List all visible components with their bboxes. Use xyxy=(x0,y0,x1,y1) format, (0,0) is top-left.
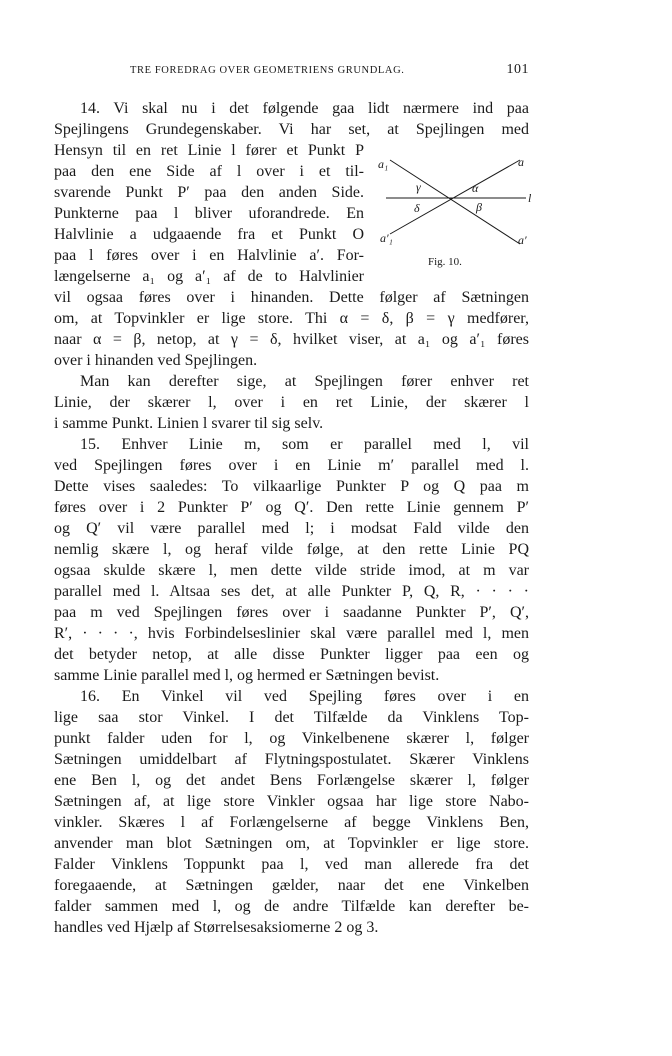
text-line: Falder Vinklens Toppunkt paa l, ved man allerede fra det xyxy=(54,856,529,873)
label-gamma: γ xyxy=(416,180,421,194)
running-header xyxy=(54,62,529,82)
text-line: vil ogsaa føres over i hinanden. Dette følger af Sætningen xyxy=(54,289,529,306)
text-line: 14. Vi skal nu i det følgende gaa lidt nærmere ind paa xyxy=(80,100,529,117)
text-line: handles ved Hjælp af Størrelsesaksiomerne 2 og 3. xyxy=(54,919,379,936)
text-line: Punkterne paa l bliver uforandrede. En xyxy=(54,205,364,222)
running-title: TRE FOREDRAG OVER GEOMETRIENS GRUNDLAG. xyxy=(130,65,405,76)
figure-10 xyxy=(372,148,542,273)
text-line: Halvlinie a udgaaende fra et Punkt O xyxy=(54,226,364,243)
text-line: Sætningen af, at lige store Vinkler ogsaa har lige store Nabo- xyxy=(54,793,529,810)
text-line: føres over i 2 Punkter P′ og Q′. Den rette Linie gennem P′ xyxy=(54,499,529,516)
text-line: paa den ene Side af l over i et til- xyxy=(54,163,364,180)
text-line: ogsaa skulde skære l, men dette vilde stride imod, at m var xyxy=(54,562,529,579)
text-line: og Q′ vil være parallel med l; i modsat Fald vilde den xyxy=(54,520,529,537)
text-line: Sætningen umiddelbart af Flytningspostulatet. Skærer Vinklens xyxy=(54,751,529,768)
label-alpha: α xyxy=(472,181,479,195)
label-a1-prime: a′₁ xyxy=(380,231,393,245)
text-line: naar α = β, netop, at γ = δ, hvilket viser, at a₁ og a′₁ føres xyxy=(54,331,529,348)
text-line: R′, · · · ·, hvis Forbindelseslinier skal være parallel med l, men xyxy=(54,625,529,642)
text-line: falder sammen med l, og de andre Tilfælde kan derefter be- xyxy=(54,898,529,915)
line-a-a1prime xyxy=(390,160,520,234)
text-line: om, at Topvinkler er lige store. Thi α = δ, β = γ medfører, xyxy=(54,310,529,327)
text-line: Hensyn til en ret Linie l fører et Punkt P xyxy=(54,142,364,159)
label-a-prime: a′ xyxy=(518,233,527,247)
figure-caption: Fig. 10. xyxy=(428,256,462,268)
label-a1: a₁ xyxy=(378,157,389,171)
text-line: det betyder netop, at alle disse Punkter ligger paa een og xyxy=(54,646,529,663)
text-line: 15. Enhver Linie m, som er parallel med l, vil xyxy=(80,436,529,453)
text-line: svarende Punkt P′ paa den anden Side. xyxy=(54,184,364,201)
text-line: over i hinanden ved Spejlingen. xyxy=(54,352,258,369)
text-line: i samme Punkt. Linien l svarer til sig selv. xyxy=(54,415,324,432)
text-line: nemlig skære l, og heraf vilde følge, at den rette Linie PQ xyxy=(54,541,529,558)
text-line: paa m ved Spejlingen føres over i saadanne Punkter P′, Q′, xyxy=(54,604,529,621)
line-a1-aprime xyxy=(390,160,520,244)
text-line: vinkler. Skæres l af Forlængelserne af begge Vinklens Ben, xyxy=(54,814,529,831)
label-delta: δ xyxy=(414,201,420,215)
text-line: punkt falder uden for l, og Vinkelbenene skærer l, følger xyxy=(54,730,529,747)
text-line: Dette vises saaledes: To vilkaarlige Punkter P og Q paa m xyxy=(54,478,529,495)
text-line: Man kan derefter sige, at Spejlingen fører enhver ret xyxy=(80,373,529,390)
text-line: ved Spejlingen føres over i en Linie m′ parallel med l. xyxy=(54,457,529,474)
text-line: Linie, der skærer l, over i en ret Linie, der skærer l xyxy=(54,394,529,411)
text-line: 16. En Vinkel vil ved Spejling føres over i en xyxy=(80,688,529,705)
text-line: ene Ben l, og det andet Bens Forlængelse skærer l, følger xyxy=(54,772,529,789)
text-line: lige saa stor Vinkel. I det Tilfælde da Vinklens Top- xyxy=(54,709,529,726)
text-line: anvender man blot Sætningen om, at Topvinkler er lige store. xyxy=(54,835,529,852)
text-line: paa l føres over i en Halvlinie a′. For- xyxy=(54,247,364,264)
text-line: parallel med l. Altsaa ses det, at alle Punkter P, Q, R, · · · · xyxy=(54,583,529,600)
text-line: samme Linie parallel med l, og hermed er Sætningen bevist. xyxy=(54,667,440,684)
figure-10-diagram xyxy=(372,148,542,273)
label-l: l xyxy=(528,191,532,205)
page-number: 101 xyxy=(506,62,529,77)
text-line: længelserne a₁ og a′₁ af de to Halvlinier xyxy=(54,268,364,285)
label-a: a xyxy=(518,155,524,169)
text-line: foregaaende, at Sætningen gælder, naar det ene Vinkelben xyxy=(54,877,529,894)
label-beta: β xyxy=(476,200,482,214)
text-line: Spejlingens Grundegenskaber. Vi har set, at Spejlingen med xyxy=(54,121,529,138)
